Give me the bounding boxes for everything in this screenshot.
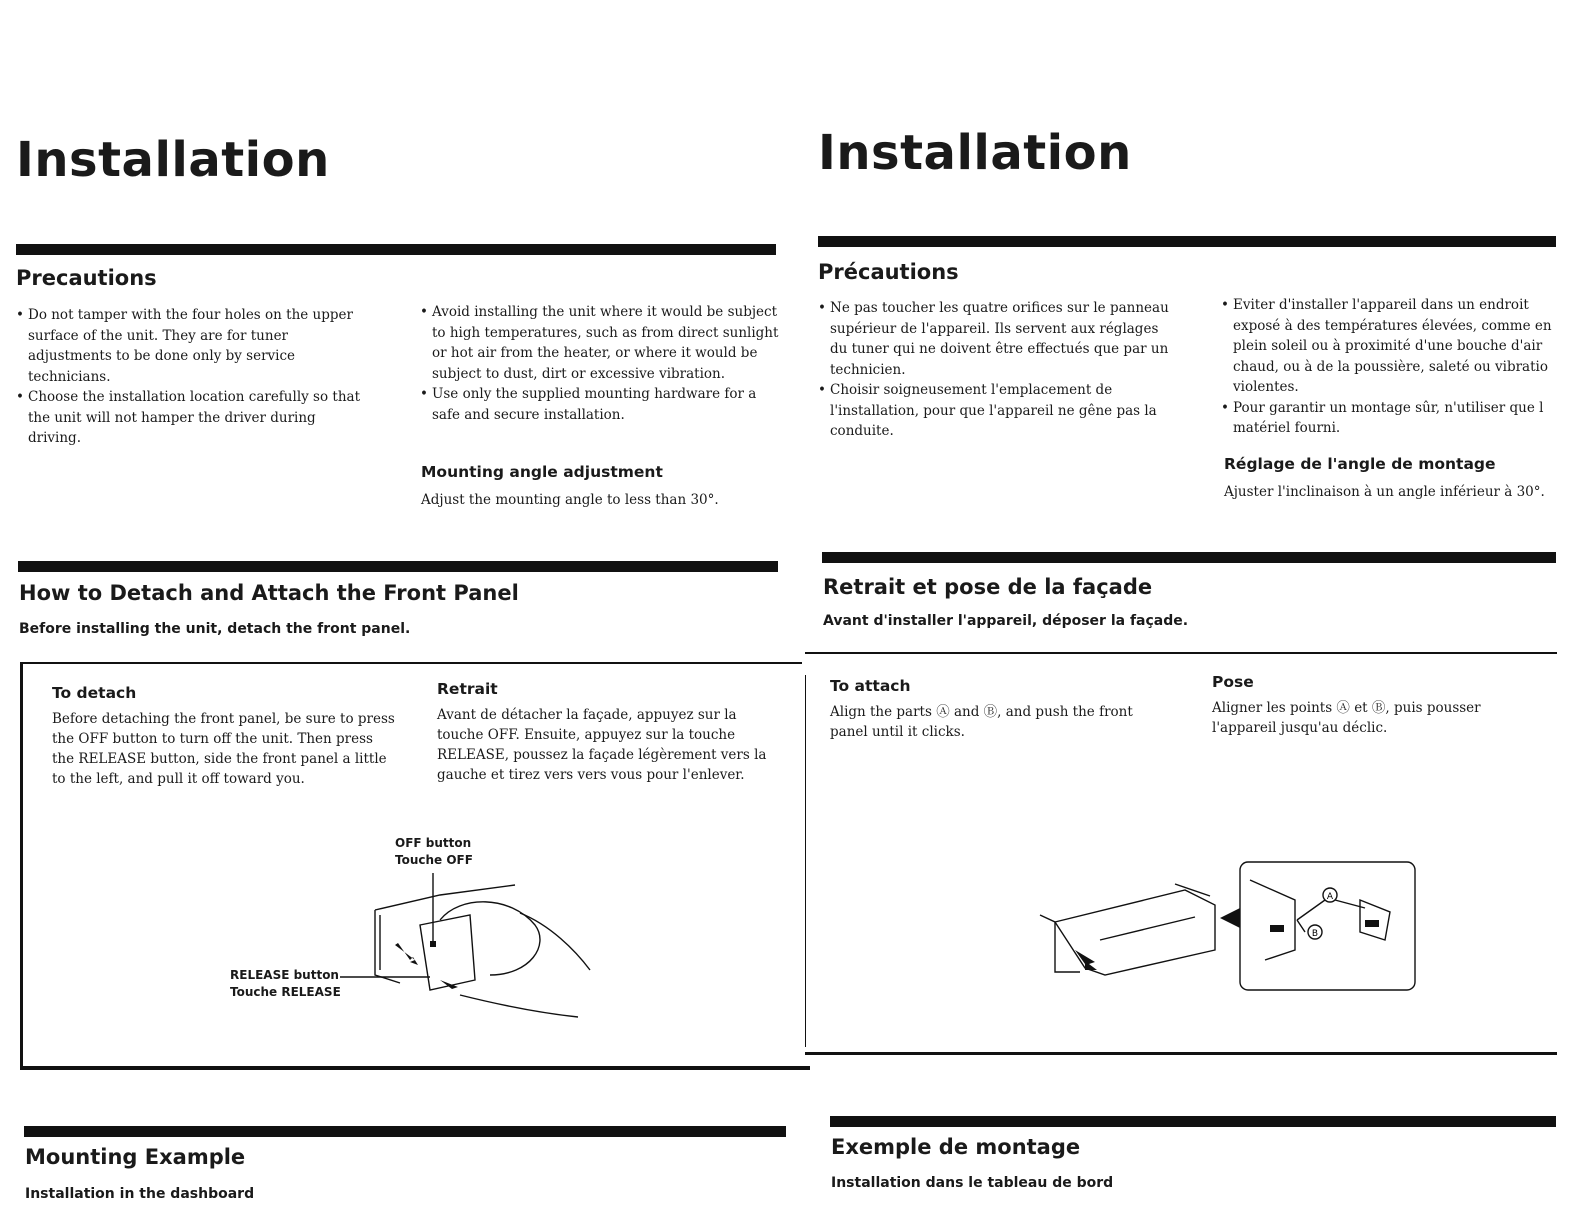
detach-heading: How to Detach and Attach the Front Panel bbox=[19, 581, 519, 605]
precautions-list-col1 bbox=[16, 305, 371, 449]
to-detach-text: Before detaching the front panel, be sure to press the OFF button to turn off the unit. Then press the RELEASE button, side the front panel a little to the left, and pull it off toward you. bbox=[52, 711, 395, 787]
precautions-list-col2 bbox=[420, 302, 780, 425]
detach-subheading: Before installing the unit, detach the front panel. bbox=[19, 621, 411, 637]
pose-text: Aligner les points Ⓐ et Ⓑ, puis pousser l'appareil jusqu'au déclic. bbox=[1212, 700, 1481, 736]
box-border-bottom bbox=[805, 1052, 1557, 1055]
mounting-heading: Mounting Example bbox=[25, 1145, 246, 1169]
slide-arrow bbox=[395, 943, 418, 965]
pose-heading: Pose bbox=[1212, 673, 1254, 691]
detach-subheading-fr: Avant d'installer l'appareil, déposer la façade. bbox=[823, 613, 1189, 629]
mounting-subheading-fr: Installation dans le tableau de bord bbox=[831, 1175, 1114, 1191]
precautions-heading-fr: Précautions bbox=[818, 260, 959, 284]
mounting-subheading: Installation in the dashboard bbox=[25, 1186, 255, 1199]
detail-connector bbox=[1270, 925, 1284, 932]
detail-frame bbox=[1240, 862, 1415, 990]
part-a-leader bbox=[1297, 900, 1325, 920]
front-panel bbox=[1055, 890, 1215, 975]
off-button-label-en: OFF button bbox=[395, 836, 472, 850]
arm-outline bbox=[520, 913, 590, 970]
page-title-right: Installation bbox=[818, 125, 1132, 181]
precautions-heading: Precautions bbox=[16, 266, 157, 290]
detail-chassis bbox=[1250, 880, 1295, 960]
unit-chassis bbox=[1040, 915, 1080, 972]
detail-connector-2 bbox=[1365, 920, 1379, 927]
box-border-bottom bbox=[20, 1066, 810, 1070]
angle-heading-fr: Réglage de l'angle de montage bbox=[1224, 455, 1496, 473]
list-item: • Use only the supplied mounting hardware for a safe and secure installation. bbox=[420, 384, 780, 425]
mounting-heading-fr: Exemple de montage bbox=[831, 1135, 1081, 1159]
release-button-label-fr: Touche RELEASE bbox=[230, 985, 341, 999]
precautions-list-fr-col2 bbox=[1221, 295, 1557, 439]
retrait-text: Avant de détacher la façade, appuyez sur la touche OFF. Ensuite, appuyez sur la touche RELEASE, poussez la façade légèrement vers la gauche et tirez vers vers vous pour l'enlever. bbox=[437, 707, 767, 783]
part-b-label: B bbox=[1311, 929, 1319, 939]
unit-chassis bbox=[375, 885, 515, 983]
box-border-top bbox=[20, 662, 802, 664]
section-rule bbox=[24, 1126, 786, 1137]
front-panel bbox=[420, 915, 475, 990]
list-item: • Choose the installation location carefully so that the unit will not hamper the driver during driving. bbox=[16, 387, 371, 449]
part-a-label: A bbox=[1326, 892, 1334, 902]
off-button-label bbox=[395, 835, 473, 869]
lower-hand-outline bbox=[460, 995, 578, 1017]
retrait-heading: Retrait bbox=[437, 680, 498, 698]
angle-text: Adjust the mounting angle to less than 30°. bbox=[421, 492, 719, 508]
box-divider bbox=[805, 675, 806, 1047]
list-item: • Pour garantir un montage sûr, n'utiliser que l matériel fourni. bbox=[1221, 398, 1557, 439]
hand-outline bbox=[440, 902, 540, 975]
section-rule bbox=[818, 236, 1556, 247]
list-item: • Choisir soigneusement l'emplacement de l'installation, pour que l'appareil ne gêne pas la conduite. bbox=[818, 380, 1178, 442]
page-title-left: Installation bbox=[16, 132, 330, 188]
angle-heading: Mounting angle adjustment bbox=[421, 463, 663, 481]
section-rule bbox=[822, 552, 1556, 563]
section-rule bbox=[830, 1116, 1556, 1127]
detail-pointer bbox=[1220, 908, 1240, 928]
push-arrow bbox=[1075, 950, 1097, 970]
attach-illustration bbox=[1035, 860, 1420, 995]
release-button-label-en: RELEASE button bbox=[230, 968, 339, 982]
box-border-left bbox=[20, 662, 23, 1070]
off-button-label-fr: Touche OFF bbox=[395, 853, 473, 867]
detach-heading-fr: Retrait et pose de la façade bbox=[823, 575, 1153, 599]
release-button-label bbox=[230, 967, 341, 1001]
off-button-mark bbox=[430, 941, 436, 947]
section-rule bbox=[16, 244, 776, 255]
box-border-top bbox=[805, 652, 1557, 654]
list-item: • Ne pas toucher les quatre orifices sur le panneau supérieur de l'appareil. Ils servent aux réglages du tuner qui ne doivent être effectués que par un technicien. bbox=[818, 298, 1178, 380]
section-rule bbox=[18, 561, 778, 572]
panel-slot bbox=[1100, 917, 1195, 940]
precautions-list-fr-col1 bbox=[818, 298, 1178, 442]
list-item: • Do not tamper with the four holes on the upper surface of the unit. They are for tuner adjustments to be done only by service technicians. bbox=[16, 305, 371, 387]
list-item: • Avoid installing the unit where it would be subject to high temperatures, such as from direct sunlight or hot air from the heater, or where it would be subject to dust, dirt or excessive vibration. bbox=[420, 302, 780, 384]
to-attach-heading: To attach bbox=[830, 677, 911, 695]
part-b-leader bbox=[1297, 920, 1305, 932]
detach-illustration bbox=[340, 865, 610, 1025]
angle-text-fr: Ajuster l'inclinaison à un angle inférieur à 30°. bbox=[1224, 484, 1545, 500]
to-attach-text: Align the parts Ⓐ and Ⓑ, and push the front panel until it clicks. bbox=[830, 704, 1133, 740]
list-item: • Eviter d'installer l'appareil dans un endroit exposé à des températures élevées, comme en plein soleil ou à proximité d'une bouche d'air chaud, ou à de la poussière, saleté ou vibratio violentes. bbox=[1221, 295, 1557, 398]
to-detach-heading: To detach bbox=[52, 684, 137, 702]
